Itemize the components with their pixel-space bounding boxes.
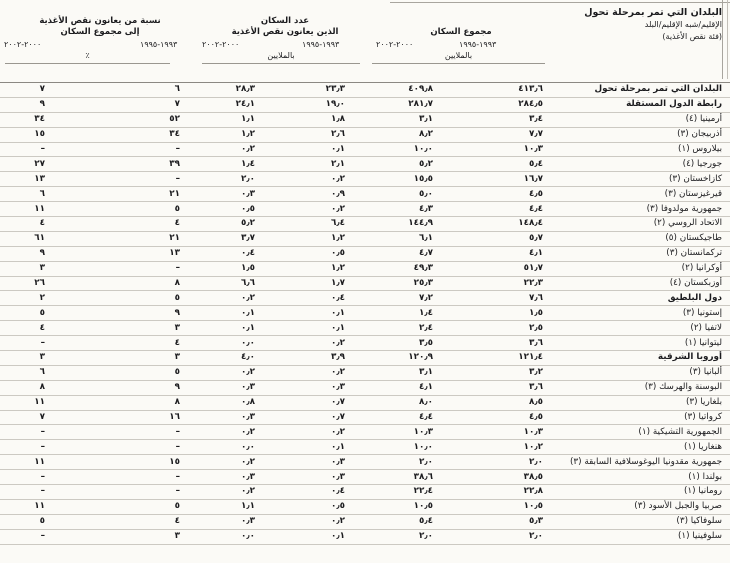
cell-pop-old: ٣٫٦ [455,336,552,351]
cell-pop-new: ٢٫٤ [370,321,455,336]
cell-num-new: ٠٫٢ [200,485,290,500]
cell-pct-old: ٤ [130,217,200,232]
row-label: أوكرانيا (٢) [552,261,730,276]
cell-num-new: ٠٫٥ [200,202,290,217]
unit-header-pop-millions [370,51,552,83]
cell-pct-new: ٣ [0,261,130,276]
cell-pct-new: ٣ [0,351,130,366]
cell-num-old: ٠٫٣ [290,455,370,470]
cell-pop-new: ٥٫٤ [370,514,455,529]
cell-pct-new: ٣٤ [0,112,130,127]
cell-num-old: ٠٫٢ [290,336,370,351]
cell-pop-new: ٣٫٥ [370,336,455,351]
cell-pct-old: ١٣ [130,246,200,261]
row-label: جمهورية مولدوفا (٣) [552,202,730,217]
table-row [0,276,730,291]
group-title-undernourished-share-line2: إلى مجموع السكان [60,27,140,37]
cell-pop-old: ٢٢٫٨ [455,485,552,500]
cell-pct-old: – [130,440,200,455]
cell-num-new: ٤٫٠ [200,351,290,366]
period-header-pct-1993-1995: ١٩٩٣-١٩٩٥ [140,40,178,49]
row-label: أذربيجان (٣) [552,127,730,142]
cell-pop-old: ١٠٫٣ [455,142,552,157]
cell-pop-new: ٤٫٧ [370,246,455,261]
row-label: جمهورية مقدونيا اليوغوسلافية السابقة (٣) [552,455,730,470]
cell-num-old: ٠٫٥ [290,246,370,261]
cell-num-old: ٢٫١ [290,157,370,172]
table-title: البلدان التي تمر بمرحلة تحول [584,7,723,18]
cell-num-new: ١٫٤ [200,157,290,172]
row-label: رابطة الدول المستقلة [552,97,730,112]
cell-num-old: ٠٫١ [290,142,370,157]
table-row [0,231,730,246]
cell-num-new: ٠٫١ [200,321,290,336]
row-label: قيرغيزستان (٣) [552,187,730,202]
cell-pct-old: ٤ [130,336,200,351]
cell-num-new: ٠٫٣ [200,380,290,395]
cell-num-old: ٠٫١ [290,306,370,321]
cell-pop-new: ١٠٫٣ [370,425,455,440]
table-header [0,0,730,83]
cell-num-old: ٠٫٢ [290,202,370,217]
cell-pop-old: ٢٫٠ [455,529,552,544]
cell-pct-new: ١١ [0,202,130,217]
cell-num-old: ٠٫٤ [290,291,370,306]
cell-pct-old: ٩ [130,306,200,321]
cell-num-new: ٠٫٣ [200,514,290,529]
cell-num-new: ٠٫٢ [200,425,290,440]
cell-pct-old: – [130,142,200,157]
cell-pop-old: ٤٫٥ [455,187,552,202]
cell-num-new: ٠٫٢ [200,291,290,306]
group-title-total-population: مجموع السكان [430,27,492,37]
table-body [0,83,730,545]
cell-pop-old: ٤٫١ [455,246,552,261]
row-label: أرمينيا (٤) [552,112,730,127]
cell-pop-new: ١٤٤٫٩ [370,217,455,232]
cell-pct-new: ٢ [0,291,130,306]
cell-num-old: ٠٫٣ [290,380,370,395]
cell-pct-new: ٦١ [0,231,130,246]
cell-pop-old: ٥١٫٧ [455,261,552,276]
cell-num-old: ٠٫١ [290,440,370,455]
column-group-undernourished-number [200,0,370,38]
cell-pop-new: ٤٫١ [370,380,455,395]
row-label: صربيا والجبل الأسود (٣) [552,499,730,514]
period-header-pop-2000-2002: ٢٠٠٠-٢٠٠٢ [376,40,414,49]
row-label: أوزبكستان (٤) [552,276,730,291]
region-subtitle: الإقليم/شبه الإقليم/البلد [644,20,723,29]
cell-pct-old: – [130,261,200,276]
row-label: ليتوانيا (١) [552,336,730,351]
row-label: بيلاروس (١) [552,142,730,157]
cell-pop-new: ٥٫٠ [370,187,455,202]
cell-pct-new: ١٣ [0,172,130,187]
cell-pct-old: – [130,425,200,440]
cell-num-new: ٢٨٫٣ [200,83,290,98]
row-label: طاجيكستان (٥) [552,231,730,246]
table-row [0,440,730,455]
cell-pct-new: ٢٦ [0,276,130,291]
table-row [0,187,730,202]
cell-pop-new: ٣٨٫٦ [370,470,455,485]
column-group-undernourished-share [0,0,200,38]
cell-pop-old: ٥٫٣ [455,514,552,529]
unit-header-num-millions [200,51,370,83]
table-row [0,127,730,142]
cell-pop-old: ١٫٥ [455,306,552,321]
cell-pct-old: ٣٤ [130,127,200,142]
cell-pct-old: ٥٢ [130,112,200,127]
cell-num-old: ٠٫٢ [290,514,370,529]
cell-num-old: ٢٫٦ [290,127,370,142]
row-label: رومانيا (١) [552,485,730,500]
cell-num-old: ٠٫١ [290,321,370,336]
cell-pop-old: ٢٫٠ [455,455,552,470]
cell-pct-new: – [0,529,130,544]
cell-pct-old: ١٥ [130,455,200,470]
cell-pct-old: ٢١ [130,231,200,246]
cell-pop-old: ٧٫٦ [455,291,552,306]
cell-num-old: ٢٣٫٣ [290,83,370,98]
unit-label-millions-pop: بالملايين [372,51,545,64]
table-row [0,321,730,336]
table-row [0,499,730,514]
table-row [0,336,730,351]
row-label: هنغاريا (١) [552,440,730,455]
table-row [0,306,730,321]
cell-pop-new: ١٠٫٠ [370,440,455,455]
cell-pct-new: ٤ [0,217,130,232]
cell-pct-old: ٥ [130,202,200,217]
period-header-pop-1993-1995: ١٩٩٣-١٩٩٥ [459,40,497,49]
cell-pct-old: ٣ [130,321,200,336]
cell-num-old: ٠٫٧ [290,395,370,410]
cell-num-new: ٠٫٢ [200,365,290,380]
cell-pop-new: ٥٫٢ [370,157,455,172]
cell-pct-old: ٨ [130,395,200,410]
table-row [0,395,730,410]
cell-num-new: ٠٫٠ [200,529,290,544]
cell-pct-new: – [0,470,130,485]
table-row [0,157,730,172]
cell-pop-new: ٤٠٩٫٨ [370,83,455,98]
cell-num-new: ١٫١ [200,112,290,127]
cell-pct-old: ٨ [130,276,200,291]
group-title-undernourished-number-line1: عدد السكان [260,16,310,26]
cell-pop-old: ١٠٫٣ [455,425,552,440]
period-header-num-1993-1995: ١٩٩٣-١٩٩٥ [302,40,340,49]
cell-num-new: ١٫١ [200,499,290,514]
row-label: جورجيا (٤) [552,157,730,172]
row-label: البلدان التي تمر بمرحلة تحول [552,83,730,98]
cell-pct-new: ٥ [0,306,130,321]
row-label: كازاخستان (٣) [552,172,730,187]
table-row [0,514,730,529]
table-row [0,261,730,276]
period-header-num-2000-2002: ٢٠٠٠-٢٠٠٢ [202,40,240,49]
cell-num-new: ٠٫٣ [200,410,290,425]
cell-pop-new: ٢٨١٫٧ [370,97,455,112]
cell-pop-new: ٦٫١ [370,231,455,246]
table-row [0,112,730,127]
cell-pop-new: ١٫٤ [370,306,455,321]
cell-pop-old: ٤١٣٫٦ [455,83,552,98]
cell-num-new: ٠٫٠ [200,336,290,351]
table-row [0,365,730,380]
cell-pop-new: ١٠٫٥ [370,499,455,514]
cell-pct-new: ١١ [0,499,130,514]
table-row-group [0,97,730,112]
cell-pct-new: ٤ [0,321,130,336]
cell-pct-new: – [0,142,130,157]
cell-pop-new: ٣٫١ [370,112,455,127]
cell-pop-new: ٤٫٣ [370,202,455,217]
cell-num-new: ١٫٢ [200,127,290,142]
table-row [0,529,730,544]
table-row-group [0,291,730,306]
cell-pct-new: ٧ [0,410,130,425]
period-header-pct-2000-2002: ٢٠٠٠-٢٠٠٢ [4,40,42,49]
cell-pop-old: ٧٫٧ [455,127,552,142]
cell-pct-new: ٧ [0,83,130,98]
cell-pct-new: ١١ [0,455,130,470]
cell-pop-new: ٨٫٢ [370,127,455,142]
row-label: ألبانيا (٣) [552,365,730,380]
cell-num-old: ٠٫٢ [290,365,370,380]
cell-num-old: ١٫٧ [290,276,370,291]
cell-pop-new: ٢٫٠ [370,529,455,544]
cell-pop-old: ١٠٫٥ [455,499,552,514]
cell-pop-new: ٢٥٫٣ [370,276,455,291]
cell-pct-old: – [130,470,200,485]
cell-num-new: ٠٫٢ [200,142,290,157]
cell-num-new: ٢٤٫١ [200,97,290,112]
cell-pct-old: ٥ [130,365,200,380]
cell-num-new: ٠٫٤ [200,246,290,261]
cell-num-old: ٠٫١ [290,529,370,544]
cell-pop-new: ٧٫٢ [370,291,455,306]
row-label: الاتحاد الروسي (٢) [552,217,730,232]
cell-pop-old: ٢٢٫٣ [455,276,552,291]
cell-pct-new: – [0,440,130,455]
cell-pct-new: – [0,425,130,440]
row-label: بلغاريا (٣) [552,395,730,410]
unit-label-percent: ٪ [5,51,170,64]
row-label: الجمهورية التشيكية (١) [552,425,730,440]
cell-pct-new: ٦ [0,365,130,380]
row-label: كرواتيا (٣) [552,410,730,425]
cell-num-old: ١٩٫٠ [290,97,370,112]
cell-pop-new: ٢٢٫٤ [370,485,455,500]
cell-pop-old: ٥٫٤ [455,157,552,172]
cell-num-new: ٦٫٦ [200,276,290,291]
cell-pct-new: ٢٧ [0,157,130,172]
cell-pct-old: ٣٩ [130,157,200,172]
table-row-group [0,83,730,98]
cell-pct-old: ٣ [130,351,200,366]
cell-pop-old: ٢٫٥ [455,321,552,336]
unit-label-millions-num: بالملايين [202,51,360,64]
cell-pop-old: ٨٫٥ [455,395,552,410]
cell-pct-old: ١٦ [130,410,200,425]
table-row [0,202,730,217]
cell-num-new: ٣٫٧ [200,231,290,246]
group-title-undernourished-number-line2: الذين يعانون نقص الأغذية [231,27,339,37]
cell-pop-old: ١٠٫٢ [455,440,552,455]
cell-num-old: ٠٫٢ [290,425,370,440]
cell-pct-old: ٤ [130,514,200,529]
table-row [0,246,730,261]
row-label: أوروبا الشرقية [552,351,730,366]
table-row-group [0,351,730,366]
cell-num-new: ١٫٥ [200,261,290,276]
table-row [0,485,730,500]
cell-pct-old: – [130,485,200,500]
cell-pop-new: ٢٫٠ [370,455,455,470]
cell-pop-old: ٣٨٫٥ [455,470,552,485]
cell-num-new: ٢٫٠ [200,172,290,187]
cell-pct-old: ٧ [130,97,200,112]
cell-pop-old: ٥٫٧ [455,231,552,246]
table-row [0,410,730,425]
cell-pct-old: – [130,172,200,187]
cell-pop-old: ١٢١٫٤ [455,351,552,366]
row-label: سلوفاكيا (٣) [552,514,730,529]
cell-num-new: ٥٫٢ [200,217,290,232]
row-label: دول البلطيق [552,291,730,306]
cell-pct-new: ٩ [0,246,130,261]
cell-pct-new: ٨ [0,380,130,395]
cell-pct-new: ١٥ [0,127,130,142]
table-row [0,380,730,395]
cell-pct-old: ٥ [130,499,200,514]
row-label: تركمانستان (٣) [552,246,730,261]
row-label: لاتفيا (٢) [552,321,730,336]
cell-pop-old: ٤٫٤ [455,202,552,217]
cell-pop-old: ١٦٫٧ [455,172,552,187]
cell-pop-new: ٨٫٠ [370,395,455,410]
cell-num-old: ١٫٢ [290,261,370,276]
group-title-undernourished-share-line1: نسبة من يعانون نقص الأغذية [39,16,161,26]
cell-num-old: ٠٫٣ [290,470,370,485]
cell-pop-old: ٢٨٤٫٥ [455,97,552,112]
cell-pct-new: ٦ [0,187,130,202]
cell-pop-new: ٣٫١ [370,365,455,380]
cell-num-old: ١٫٢ [290,231,370,246]
cell-num-new: ٠٫٢ [200,455,290,470]
cell-num-new: ٠٫٣ [200,187,290,202]
cell-num-old: ٠٫٧ [290,410,370,425]
row-label: بولندا (١) [552,470,730,485]
cell-pop-new: ٤٫٤ [370,410,455,425]
cell-pop-old: ٤٫٥ [455,410,552,425]
cell-pop-new: ٤٩٫٣ [370,261,455,276]
cell-num-new: ٠٫٨ [200,395,290,410]
cell-num-old: ١٫٨ [290,112,370,127]
table-row [0,470,730,485]
column-group-total-population [370,0,552,38]
cell-num-old: ٦٫٤ [290,217,370,232]
cell-pct-new: ٩ [0,97,130,112]
row-label: إستونيا (٣) [552,306,730,321]
table-row [0,217,730,232]
row-label: البوسنة والهرسك (٣) [552,380,730,395]
cell-pop-old: ٣٫٢ [455,365,552,380]
cell-pct-new: ٥ [0,514,130,529]
cell-num-old: ٠٫٩ [290,187,370,202]
cell-pop-old: ١٤٨٫٤ [455,217,552,232]
cell-pop-old: ٣٫٤ [455,112,552,127]
cell-pop-new: ١٠٫٠ [370,142,455,157]
cell-pct-old: ٦ [130,83,200,98]
unit-header-percent [0,51,200,83]
column-header-region [552,0,730,83]
row-label: سلوفينيا (١) [552,529,730,544]
cell-pop-old: ٣٫٦ [455,380,552,395]
cell-pct-old: ٩ [130,380,200,395]
cell-pct-old: ٣ [130,529,200,544]
cell-pop-new: ١٢٠٫٩ [370,351,455,366]
region-category-note: (فئة نقص الأغذية) [662,32,723,41]
cell-num-old: ٠٫٤ [290,485,370,500]
cell-pct-new: – [0,485,130,500]
cell-num-old: ٠٫٥ [290,499,370,514]
table-row [0,172,730,187]
cell-num-old: ٠٫٢ [290,172,370,187]
cell-num-new: ٠٫٠ [200,440,290,455]
cell-num-old: ٣٫٩ [290,351,370,366]
cell-pop-new: ١٥٫٥ [370,172,455,187]
table-row [0,142,730,157]
cell-pct-new: – [0,336,130,351]
cell-pct-old: ٢١ [130,187,200,202]
cell-pct-new: ١١ [0,395,130,410]
table-row [0,425,730,440]
cell-num-new: ٠٫٣ [200,470,290,485]
table-row [0,455,730,470]
cell-num-new: ٠٫١ [200,306,290,321]
cell-pct-old: ٥ [130,291,200,306]
